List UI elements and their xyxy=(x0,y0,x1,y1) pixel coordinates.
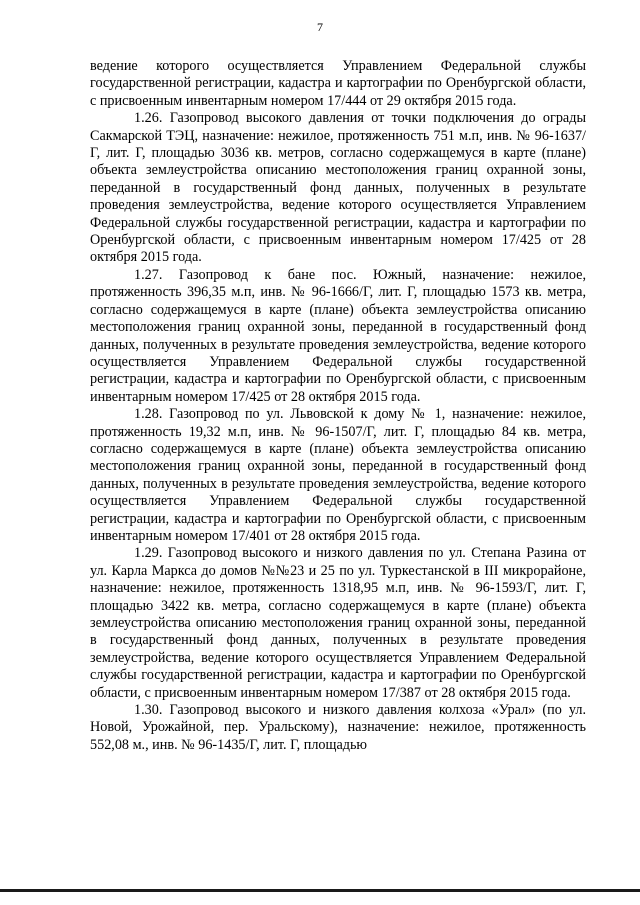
paragraph-1-26: 1.26. Газопровод высокого давления от точки подключения до ограды Сакмарской ТЭЦ, назначение: нежилое, протяженность 751 м.п, инв. № 96-1637/Г, лит. Г, площадью 3036 кв. метров, согласно содержащемуся в карте (плане) объекта землеустройства описанию местоположения границ охранной зоны, переданной в государственный фонд данных, полученных в результате проведения землеустройства, ведение которого осуществляется Управлением Федеральной службы государственной регистрации, кадастра и картографии по Оренбургской области, с присвоенным инвентарным номером 17/425 от 28 октября 2015 года. xyxy=(90,110,586,266)
paragraph-1-28: 1.28. Газопровод по ул. Львовской к дому № 1, назначение: нежилое, протяженность 19,32 м.п, инв. № 96-1507/Г, лит. Г, площадью 84 кв. метра, согласно содержащемуся в карте (плане) объекта землеустройства описанию местоположения границ охранной зоны, переданной в государственный фонд данных, полученных в результате проведения землеустройства, ведение которого осуществляется Управлением Федеральной службы государственной регистрации, кадастра и картографии по Оренбургской области, с присвоенным инвентарным номером 17/401 от 28 октября 2015 года. xyxy=(90,406,586,544)
page-bottom-rule xyxy=(0,889,640,892)
paragraph-1-29: 1.29. Газопровод высокого и низкого давления по ул. Степана Разина от ул. Карла Маркса до домов №№23 и 25 по ул. Туркестанской в III микрорайоне, назначение: нежилое, протяженность 1318,95 м.п, инв. № 96-1593/Г, лит. Г, площадью 3422 кв. метра, согласно содержащемуся в карте (плане) объекта землеустройства описанию местоположения границ охранной зоны, переданной в государственный фонд данных, полученных в результате проведения землеустройства, ведение которого осуществляется Управлением Федеральной службы государственной регистрации, кадастра и картографии по Оренбургской области, с присвоенным инвентарным номером 17/387 от 28 октября 2015 года. xyxy=(90,545,586,701)
page-number: 7 xyxy=(317,20,323,34)
paragraph-1-27: 1.27. Газопровод к бане пос. Южный, назначение: нежилое, протяженность 396,35 м.п, инв. № 96-1666/Г, лит. Г, площадью 1573 кв. метра, согласно содержащемуся в карте (плане) объекта землеустройства описанию местоположения границ охранной зоны, переданной в государственный фонд данных, полученных в результате проведения землеустройства, ведение которого осуществляется Управлением Федеральной службы государственной регистрации, кадастра и картографии по Оренбургской области, с присвоенным инвентарным номером 17/425 от 28 октября 2015 года. xyxy=(90,266,586,405)
paragraph-1-30: 1.30. Газопровод высокого и низкого давления колхоза «Урал» (по ул. Новой, Урожайной, пер. Уральскому), назначение: нежилое, протяженность 552,08 м., инв. № 96-1435/Г, лит. Г, площадью xyxy=(90,702,586,753)
paragraph-continuation: ведение которого осуществляется Управлением Федеральной службы государственной регистрации, кадастра и картографии по Оренбургской области, с присвоенным инвентарным номером 17/444 от 29 октября 2015 года. xyxy=(90,58,586,109)
document-body xyxy=(90,58,586,754)
